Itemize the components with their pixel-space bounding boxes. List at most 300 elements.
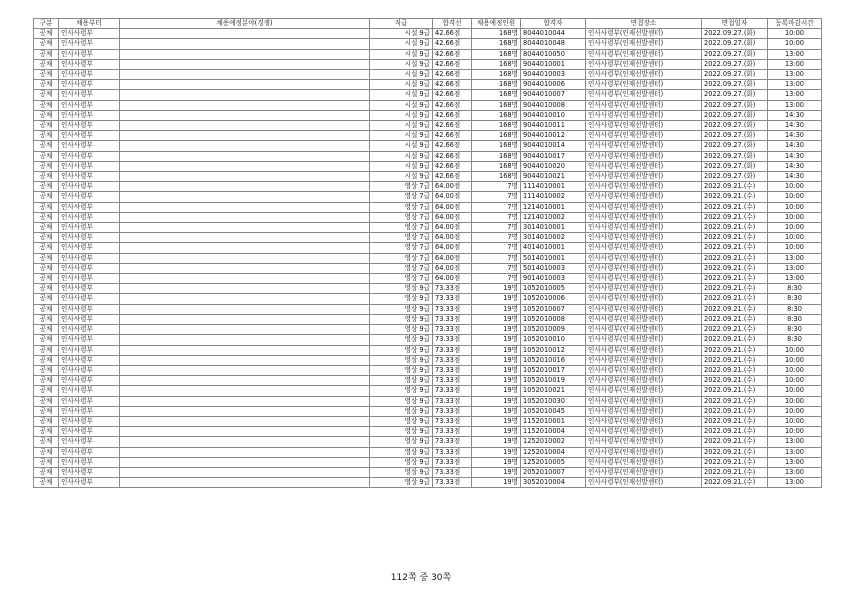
category-cell: 공채 [34, 376, 59, 386]
planned-cell: 19명 [472, 478, 521, 488]
field-cell [120, 243, 370, 253]
grade-cell: 시설 9급 [370, 90, 433, 100]
category-cell: 공채 [34, 447, 59, 457]
field-cell [120, 182, 370, 192]
planned-cell: 19명 [472, 416, 521, 426]
category-cell: 공채 [34, 335, 59, 345]
category-cell: 공채 [34, 437, 59, 447]
department-cell: 인사사령부 [59, 406, 120, 416]
date-cell: 2022.09.27.(화) [702, 59, 768, 69]
passer-cell: 9044010020 [521, 161, 586, 171]
date-cell: 2022.09.21.(수) [702, 223, 768, 233]
department-cell: 인사사령부 [59, 49, 120, 59]
grade-cell: 영상 7급 [370, 263, 433, 273]
category-cell: 공채 [34, 243, 59, 253]
date-cell: 2022.09.21.(수) [702, 457, 768, 467]
date-cell: 2022.09.21.(수) [702, 263, 768, 273]
location-cell: 인사사령부(인재선발센터) [586, 365, 702, 375]
field-cell [120, 90, 370, 100]
deadline-cell: 10:00 [768, 406, 822, 416]
field-cell [120, 202, 370, 212]
location-cell: 인사사령부(인재선발센터) [586, 263, 702, 273]
planned-cell: 19명 [472, 294, 521, 304]
deadline-cell: 13:00 [768, 70, 822, 80]
passer-cell: 1052010045 [521, 406, 586, 416]
table-row [34, 131, 822, 141]
department-cell: 인사사령부 [59, 294, 120, 304]
deadline-cell: 14:30 [768, 151, 822, 161]
cutoff-cell: 73.33점 [433, 345, 472, 355]
passer-cell: 9044010011 [521, 121, 586, 131]
planned-cell: 7명 [472, 263, 521, 273]
table-row [34, 233, 822, 243]
table-row [34, 437, 822, 447]
planned-cell: 7명 [472, 202, 521, 212]
department-cell: 인사사령부 [59, 376, 120, 386]
location-cell: 인사사령부(인재선발센터) [586, 396, 702, 406]
table-row [34, 110, 822, 120]
field-cell [120, 274, 370, 284]
cutoff-cell: 64.00점 [433, 182, 472, 192]
date-cell: 2022.09.21.(수) [702, 192, 768, 202]
deadline-cell: 8:30 [768, 304, 822, 314]
field-cell [120, 335, 370, 345]
planned-cell: 19명 [472, 406, 521, 416]
category-cell: 공채 [34, 263, 59, 273]
date-cell: 2022.09.21.(수) [702, 355, 768, 365]
deadline-cell: 13:00 [768, 80, 822, 90]
grade-cell: 영상 9급 [370, 478, 433, 488]
passer-cell: 1252010005 [521, 457, 586, 467]
planned-cell: 168명 [472, 70, 521, 80]
location-cell: 인사사령부(인재선발센터) [586, 121, 702, 131]
planned-cell: 19명 [472, 447, 521, 457]
table-row [34, 335, 822, 345]
field-cell [120, 406, 370, 416]
cutoff-cell: 42.66점 [433, 29, 472, 39]
grade-cell: 시설 9급 [370, 80, 433, 90]
cutoff-cell: 73.33점 [433, 365, 472, 375]
deadline-cell: 13:00 [768, 263, 822, 273]
table-row [34, 39, 822, 49]
deadline-cell: 13:00 [768, 100, 822, 110]
deadline-cell: 8:30 [768, 294, 822, 304]
grade-cell: 영상 7급 [370, 243, 433, 253]
grade-cell: 영상 7급 [370, 274, 433, 284]
planned-cell: 7명 [472, 223, 521, 233]
date-cell: 2022.09.27.(화) [702, 90, 768, 100]
department-cell: 인사사령부 [59, 243, 120, 253]
department-cell: 인사사령부 [59, 121, 120, 131]
department-cell: 인사사령부 [59, 151, 120, 161]
field-cell [120, 355, 370, 365]
department-cell: 인사사령부 [59, 386, 120, 396]
cutoff-cell: 42.66점 [433, 121, 472, 131]
department-cell: 인사사령부 [59, 202, 120, 212]
planned-cell: 7명 [472, 233, 521, 243]
grade-cell: 시설 9급 [370, 110, 433, 120]
category-cell: 공채 [34, 386, 59, 396]
category-cell: 공채 [34, 141, 59, 151]
cutoff-cell: 42.66점 [433, 151, 472, 161]
department-cell: 인사사령부 [59, 284, 120, 294]
cutoff-cell: 73.33점 [433, 304, 472, 314]
date-cell: 2022.09.21.(수) [702, 427, 768, 437]
date-cell: 2022.09.21.(수) [702, 478, 768, 488]
department-cell: 인사사령부 [59, 29, 120, 39]
passer-cell: 1114010002 [521, 192, 586, 202]
department-cell: 인사사령부 [59, 325, 120, 335]
category-cell: 공채 [34, 406, 59, 416]
col-header-date: 면접일자 [702, 19, 768, 29]
table-row [34, 365, 822, 375]
grade-cell: 영상 9급 [370, 406, 433, 416]
col-header-department: 채용부터 [59, 19, 120, 29]
department-cell: 인사사령부 [59, 223, 120, 233]
deadline-cell: 14:30 [768, 161, 822, 171]
header-row [34, 19, 822, 29]
table-row [34, 29, 822, 39]
cutoff-cell: 64.00점 [433, 263, 472, 273]
planned-cell: 168명 [472, 80, 521, 90]
cutoff-cell: 42.66점 [433, 59, 472, 69]
deadline-cell: 8:30 [768, 335, 822, 345]
planned-cell: 7명 [472, 212, 521, 222]
department-cell: 인사사령부 [59, 314, 120, 324]
table-row [34, 263, 822, 273]
date-cell: 2022.09.21.(수) [702, 253, 768, 263]
cutoff-cell: 64.00점 [433, 223, 472, 233]
date-cell: 2022.09.21.(수) [702, 447, 768, 457]
date-cell: 2022.09.21.(수) [702, 345, 768, 355]
location-cell: 인사사령부(인재선발센터) [586, 386, 702, 396]
category-cell: 공채 [34, 478, 59, 488]
field-cell [120, 396, 370, 406]
department-cell: 인사사령부 [59, 192, 120, 202]
location-cell: 인사사령부(인재선발센터) [586, 274, 702, 284]
location-cell: 인사사령부(인재선발센터) [586, 294, 702, 304]
table-row [34, 457, 822, 467]
date-cell: 2022.09.21.(수) [702, 314, 768, 324]
deadline-cell: 13:00 [768, 447, 822, 457]
department-cell: 인사사령부 [59, 304, 120, 314]
location-cell: 인사사령부(인재선발센터) [586, 355, 702, 365]
category-cell: 공채 [34, 100, 59, 110]
passer-cell: 1114010001 [521, 182, 586, 192]
category-cell: 공채 [34, 182, 59, 192]
cutoff-cell: 73.33점 [433, 376, 472, 386]
passer-cell: 1052010009 [521, 325, 586, 335]
grade-cell: 시설 9급 [370, 59, 433, 69]
date-cell: 2022.09.21.(수) [702, 365, 768, 375]
grade-cell: 영상 9급 [370, 365, 433, 375]
deadline-cell: 10:00 [768, 386, 822, 396]
table-row [34, 386, 822, 396]
location-cell: 인사사령부(인재선발센터) [586, 467, 702, 477]
category-cell: 공채 [34, 304, 59, 314]
col-header-cutoff: 합격선 [433, 19, 472, 29]
col-header-deadline: 등록마감시간 [768, 19, 822, 29]
cutoff-cell: 73.33점 [433, 437, 472, 447]
table-row [34, 223, 822, 233]
passer-cell: 9044010021 [521, 172, 586, 182]
table-row [34, 427, 822, 437]
planned-cell: 7명 [472, 253, 521, 263]
cutoff-cell: 42.66점 [433, 70, 472, 80]
deadline-cell: 10:00 [768, 223, 822, 233]
field-cell [120, 386, 370, 396]
cutoff-cell: 73.33점 [433, 325, 472, 335]
department-cell: 인사사령부 [59, 437, 120, 447]
date-cell: 2022.09.27.(화) [702, 80, 768, 90]
field-cell [120, 284, 370, 294]
passer-cell: 3014010002 [521, 233, 586, 243]
field-cell [120, 80, 370, 90]
grade-cell: 영상 9급 [370, 376, 433, 386]
table-row [34, 161, 822, 171]
field-cell [120, 233, 370, 243]
category-cell: 공채 [34, 396, 59, 406]
field-cell [120, 437, 370, 447]
passer-cell: 1052010021 [521, 386, 586, 396]
location-cell: 인사사령부(인재선발센터) [586, 192, 702, 202]
field-cell [120, 263, 370, 273]
grade-cell: 영상 7급 [370, 233, 433, 243]
location-cell: 인사사령부(인재선발센터) [586, 233, 702, 243]
deadline-cell: 13:00 [768, 478, 822, 488]
date-cell: 2022.09.21.(수) [702, 335, 768, 345]
planned-cell: 19명 [472, 314, 521, 324]
location-cell: 인사사령부(인재선발센터) [586, 478, 702, 488]
location-cell: 인사사령부(인재선발센터) [586, 223, 702, 233]
passer-cell: 9044010008 [521, 100, 586, 110]
category-cell: 공채 [34, 253, 59, 263]
cutoff-cell: 42.66점 [433, 141, 472, 151]
col-header-planned: 채용예정인원 [472, 19, 521, 29]
grade-cell: 시설 9급 [370, 141, 433, 151]
table-row [34, 192, 822, 202]
field-cell [120, 478, 370, 488]
date-cell: 2022.09.21.(수) [702, 202, 768, 212]
deadline-cell: 14:30 [768, 131, 822, 141]
grade-cell: 영상 9급 [370, 314, 433, 324]
date-cell: 2022.09.27.(화) [702, 29, 768, 39]
deadline-cell: 10:00 [768, 182, 822, 192]
planned-cell: 19명 [472, 365, 521, 375]
category-cell: 공채 [34, 80, 59, 90]
grade-cell: 시설 9급 [370, 39, 433, 49]
passer-cell: 5014010001 [521, 253, 586, 263]
page-footer: 112쪽 중 30쪽 [390, 573, 452, 583]
cutoff-cell: 73.33점 [433, 406, 472, 416]
table-row [34, 396, 822, 406]
table-row [34, 406, 822, 416]
department-cell: 인사사령부 [59, 161, 120, 171]
table-row [34, 70, 822, 80]
date-cell: 2022.09.27.(화) [702, 172, 768, 182]
planned-cell: 19명 [472, 386, 521, 396]
grade-cell: 영상 7급 [370, 202, 433, 212]
category-cell: 공채 [34, 59, 59, 69]
department-cell: 인사사령부 [59, 141, 120, 151]
date-cell: 2022.09.27.(화) [702, 131, 768, 141]
date-cell: 2022.09.21.(수) [702, 406, 768, 416]
department-cell: 인사사령부 [59, 335, 120, 345]
location-cell: 인사사령부(인재선발센터) [586, 59, 702, 69]
category-cell: 공채 [34, 131, 59, 141]
deadline-cell: 10:00 [768, 416, 822, 426]
cutoff-cell: 73.33점 [433, 427, 472, 437]
category-cell: 공채 [34, 427, 59, 437]
field-cell [120, 49, 370, 59]
date-cell: 2022.09.27.(화) [702, 70, 768, 80]
date-cell: 2022.09.21.(수) [702, 243, 768, 253]
passer-cell: 1052010019 [521, 376, 586, 386]
grade-cell: 시설 9급 [370, 29, 433, 39]
passer-cell: 1052010016 [521, 355, 586, 365]
table-row [34, 141, 822, 151]
cutoff-cell: 64.00점 [433, 202, 472, 212]
location-cell: 인사사령부(인재선발센터) [586, 151, 702, 161]
department-cell: 인사사령부 [59, 478, 120, 488]
date-cell: 2022.09.27.(화) [702, 161, 768, 171]
department-cell: 인사사령부 [59, 355, 120, 365]
grade-cell: 영상 9급 [370, 447, 433, 457]
location-cell: 인사사령부(인재선발센터) [586, 304, 702, 314]
department-cell: 인사사령부 [59, 396, 120, 406]
deadline-cell: 10:00 [768, 233, 822, 243]
field-cell [120, 212, 370, 222]
field-cell [120, 314, 370, 324]
table-row [34, 182, 822, 192]
field-cell [120, 70, 370, 80]
date-cell: 2022.09.21.(수) [702, 386, 768, 396]
grade-cell: 영상 9급 [370, 325, 433, 335]
planned-cell: 19명 [472, 304, 521, 314]
category-cell: 공채 [34, 416, 59, 426]
planned-cell: 19명 [472, 335, 521, 345]
planned-cell: 19명 [472, 396, 521, 406]
passer-cell: 1052010017 [521, 365, 586, 375]
cutoff-cell: 73.33점 [433, 335, 472, 345]
date-cell: 2022.09.21.(수) [702, 233, 768, 243]
department-cell: 인사사령부 [59, 59, 120, 69]
table-row [34, 416, 822, 426]
cutoff-cell: 73.33점 [433, 284, 472, 294]
grade-cell: 영상 9급 [370, 355, 433, 365]
grade-cell: 영상 9급 [370, 284, 433, 294]
location-cell: 인사사령부(인재선발센터) [586, 172, 702, 182]
cutoff-cell: 64.00점 [433, 192, 472, 202]
cutoff-cell: 42.66점 [433, 39, 472, 49]
passer-cell: 1052010005 [521, 284, 586, 294]
passer-cell: 1052010010 [521, 335, 586, 345]
field-cell [120, 39, 370, 49]
passer-cell: 1214010002 [521, 212, 586, 222]
grade-cell: 시설 9급 [370, 121, 433, 131]
location-cell: 인사사령부(인재선발센터) [586, 202, 702, 212]
planned-cell: 168명 [472, 49, 521, 59]
grade-cell: 영상 7급 [370, 253, 433, 263]
category-cell: 공채 [34, 212, 59, 222]
cutoff-cell: 73.33점 [433, 478, 472, 488]
date-cell: 2022.09.21.(수) [702, 182, 768, 192]
cutoff-cell: 64.00점 [433, 243, 472, 253]
deadline-cell: 8:30 [768, 284, 822, 294]
field-cell [120, 365, 370, 375]
planned-cell: 168명 [472, 151, 521, 161]
cutoff-cell: 73.33점 [433, 396, 472, 406]
date-cell: 2022.09.21.(수) [702, 437, 768, 447]
deadline-cell: 13:00 [768, 90, 822, 100]
grade-cell: 시설 9급 [370, 172, 433, 182]
department-cell: 인사사령부 [59, 274, 120, 284]
cutoff-cell: 64.00점 [433, 212, 472, 222]
department-cell: 인사사령부 [59, 263, 120, 273]
category-cell: 공채 [34, 233, 59, 243]
location-cell: 인사사령부(인재선발센터) [586, 90, 702, 100]
date-cell: 2022.09.21.(수) [702, 376, 768, 386]
table-row [34, 59, 822, 69]
passer-cell: 8044010048 [521, 39, 586, 49]
planned-cell: 7명 [472, 274, 521, 284]
cutoff-cell: 42.66점 [433, 172, 472, 182]
category-cell: 공채 [34, 345, 59, 355]
department-cell: 인사사령부 [59, 172, 120, 182]
col-header-location: 면접장소 [586, 19, 702, 29]
table-row [34, 100, 822, 110]
location-cell: 인사사령부(인재선발센터) [586, 325, 702, 335]
field-cell [120, 467, 370, 477]
date-cell: 2022.09.21.(수) [702, 284, 768, 294]
grade-cell: 영상 9급 [370, 467, 433, 477]
department-cell: 인사사령부 [59, 70, 120, 80]
cutoff-cell: 64.00점 [433, 253, 472, 263]
location-cell: 인사사령부(인재선발센터) [586, 80, 702, 90]
table-row [34, 314, 822, 324]
category-cell: 공채 [34, 121, 59, 131]
passer-cell: 9044010014 [521, 141, 586, 151]
field-cell [120, 427, 370, 437]
field-cell [120, 345, 370, 355]
deadline-cell: 13:00 [768, 467, 822, 477]
grade-cell: 시설 9급 [370, 131, 433, 141]
category-cell: 공채 [34, 284, 59, 294]
date-cell: 2022.09.27.(화) [702, 49, 768, 59]
location-cell: 인사사령부(인재선발센터) [586, 416, 702, 426]
planned-cell: 168명 [472, 131, 521, 141]
date-cell: 2022.09.27.(화) [702, 141, 768, 151]
field-cell [120, 253, 370, 263]
department-cell: 인사사령부 [59, 39, 120, 49]
category-cell: 공채 [34, 467, 59, 477]
grade-cell: 영상 9급 [370, 427, 433, 437]
results-table [33, 18, 822, 488]
cutoff-cell: 73.33점 [433, 457, 472, 467]
date-cell: 2022.09.21.(수) [702, 294, 768, 304]
field-cell [120, 121, 370, 131]
location-cell: 인사사령부(인재선발센터) [586, 447, 702, 457]
department-cell: 인사사령부 [59, 467, 120, 477]
location-cell: 인사사령부(인재선발센터) [586, 161, 702, 171]
planned-cell: 168명 [472, 121, 521, 131]
field-cell [120, 59, 370, 69]
cutoff-cell: 73.33점 [433, 386, 472, 396]
passer-cell: 1052010008 [521, 314, 586, 324]
category-cell: 공채 [34, 274, 59, 284]
passer-cell: 1152010004 [521, 427, 586, 437]
field-cell [120, 172, 370, 182]
